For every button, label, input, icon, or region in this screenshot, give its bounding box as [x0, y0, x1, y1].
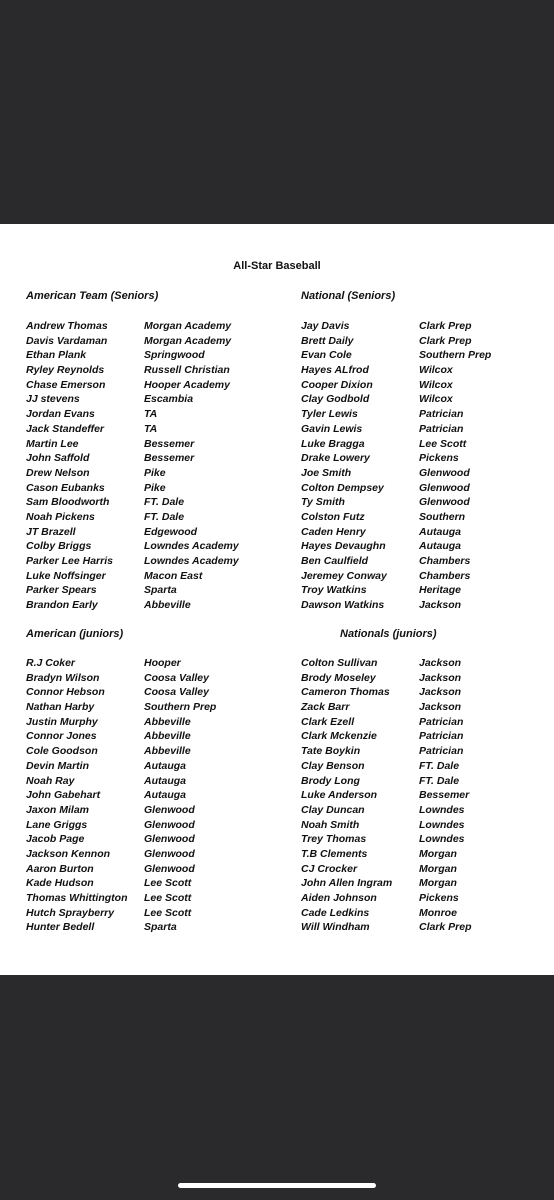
player-name: Jay Davis	[301, 320, 350, 332]
school-name: FT. Dale	[419, 759, 460, 772]
school-name: Abbeville	[144, 599, 191, 612]
player-name: Colton Dempsey	[301, 481, 384, 494]
school-name: Autauga	[144, 789, 186, 802]
school-name: Glenwood	[419, 466, 470, 479]
american-seniors-school-list	[144, 319, 239, 613]
player-name: Martin Lee	[26, 437, 79, 450]
school-name: Glenwood	[144, 862, 195, 875]
school-name: FT. Dale	[144, 510, 185, 523]
school-name: Springwood	[144, 349, 205, 362]
player-name: Jeremey Conway	[301, 569, 387, 582]
school-name: Clark Prep	[419, 320, 472, 332]
school-name: Edgewood	[144, 525, 198, 538]
player-name: John Saffold	[26, 452, 90, 465]
player-name: John Gabehart	[26, 789, 101, 802]
school-name: Heritage	[419, 584, 462, 597]
player-name: Noah Pickens	[26, 510, 95, 523]
school-name: Morgan	[419, 877, 457, 890]
player-name: Connor Jones	[26, 730, 97, 743]
school-name: Abbeville	[144, 730, 191, 743]
player-name: JT Brazell	[26, 525, 76, 538]
player-name: JJ stevens	[26, 393, 80, 406]
school-name: Coosa Valley	[144, 686, 209, 699]
school-name: Lowndes Academy	[144, 555, 239, 567]
school-name: Patrician	[419, 715, 464, 728]
player-name: Chase Emerson	[26, 378, 106, 391]
player-name: Sam Bloodworth	[26, 496, 110, 509]
player-name: Ben Caulfield	[301, 555, 369, 567]
player-name: Drew Nelson	[26, 466, 90, 479]
school-name: Autauga	[419, 540, 461, 553]
school-name: Jackson	[419, 657, 462, 669]
school-name: Wilcox	[419, 378, 453, 391]
national-seniors-school-list	[419, 319, 491, 613]
school-name: Clark Prep	[419, 921, 472, 934]
player-name: Ryley Reynolds	[26, 364, 105, 377]
school-name: Monroe	[419, 906, 457, 919]
player-name: Hayes Devaughn	[301, 540, 386, 553]
player-name: Clay Duncan	[301, 803, 365, 816]
section-heading-american-seniors: American Team (Seniors)	[26, 290, 159, 302]
school-name: Glenwood	[144, 847, 195, 860]
school-name: Southern Prep	[419, 349, 492, 362]
school-name: Clark Prep	[419, 334, 472, 347]
school-name: Abbeville	[144, 745, 191, 758]
player-name: Brody Moseley	[301, 671, 376, 684]
player-name: Brody Long	[301, 774, 360, 787]
player-name: Cade Ledkins	[301, 906, 370, 919]
school-name: Autauga	[144, 774, 186, 787]
school-name: Glenwood	[419, 496, 470, 509]
school-name: Bessemer	[419, 789, 470, 802]
school-name: Sparta	[144, 921, 177, 934]
player-name: Tyler Lewis	[301, 408, 358, 421]
school-name: Southern Prep	[144, 701, 217, 714]
player-name: Parker Spears	[26, 584, 97, 597]
school-name: Pickens	[419, 452, 459, 465]
american-juniors-school-list	[144, 656, 216, 935]
section-heading-nationals-juniors: Nationals (juniors)	[340, 628, 437, 640]
school-name: Patrician	[419, 408, 464, 421]
school-name: Glenwood	[144, 803, 195, 816]
player-name: Evan Cole	[301, 349, 352, 362]
player-name: Aaron Burton	[26, 862, 94, 875]
player-name: Noah Smith	[301, 818, 360, 831]
player-name: Cooper Dixion	[301, 378, 373, 391]
school-name: Chambers	[419, 569, 471, 582]
player-name: Zack Barr	[301, 701, 350, 714]
player-name: Connor Hebson	[26, 686, 105, 699]
school-name: Chambers	[419, 555, 471, 567]
school-name: Hooper Academy	[144, 378, 230, 391]
school-name: Morgan Academy	[144, 334, 232, 347]
nationals-juniors-player-list	[301, 656, 392, 935]
player-name: Jacob Page	[26, 833, 85, 846]
player-name: Davis Vardaman	[26, 334, 108, 347]
player-name: Parker Lee Harris	[26, 555, 113, 567]
player-name: Joe Smith	[301, 466, 352, 479]
school-name: Lee Scott	[419, 437, 467, 450]
school-name: Abbeville	[144, 715, 191, 728]
school-name: Bessemer	[144, 452, 195, 465]
player-name: Clay Godbold	[301, 393, 370, 406]
player-name: Kade Hudson	[26, 877, 94, 890]
school-name: Lowndes Academy	[144, 540, 239, 553]
page-title: All-Star Baseball	[233, 260, 321, 272]
school-name: Hooper	[144, 657, 181, 669]
player-name: Justin Murphy	[26, 715, 98, 728]
player-name: Cason Eubanks	[26, 481, 105, 494]
school-name: Morgan	[419, 847, 457, 860]
school-name: TA	[144, 422, 158, 435]
school-name: Morgan	[419, 862, 457, 875]
player-name: Dawson Watkins	[301, 599, 385, 612]
document-page	[0, 224, 554, 975]
american-juniors-player-list	[26, 656, 127, 935]
school-name: Russell Christian	[144, 364, 230, 377]
player-name: Hayes ALfrod	[301, 364, 369, 377]
player-name: Gavin Lewis	[301, 422, 363, 435]
player-name: Colby Briggs	[26, 540, 92, 553]
home-indicator[interactable]	[178, 1183, 376, 1188]
player-name: Drake Lowery	[301, 452, 370, 465]
player-name: Nathan Harby	[26, 701, 95, 714]
section-heading-american-juniors: American (juniors)	[26, 628, 124, 640]
player-name: Clark Mckenzie	[301, 730, 377, 743]
nationals-juniors-school-list	[419, 656, 472, 935]
school-name: Glenwood	[419, 481, 470, 494]
school-name: FT. Dale	[144, 496, 185, 509]
school-name: Glenwood	[144, 833, 195, 846]
school-name: Jackson	[419, 671, 462, 684]
player-name: R.J Coker	[26, 657, 76, 669]
school-name: Jackson	[419, 599, 462, 612]
player-name: Will Windham	[301, 921, 370, 934]
school-name: TA	[144, 408, 158, 421]
school-name: Patrician	[419, 745, 464, 758]
school-name: Wilcox	[419, 364, 453, 377]
player-name: John Allen Ingram	[301, 877, 393, 890]
player-name: Cole Goodson	[26, 745, 98, 758]
school-name: Jackson	[419, 686, 462, 699]
player-name: Ethan Plank	[26, 349, 87, 362]
player-name: Colston Futz	[301, 510, 365, 523]
school-name: Wilcox	[419, 393, 453, 406]
top-dark-band	[0, 0, 554, 224]
player-name: Luke Anderson	[301, 789, 378, 802]
player-name: Luke Bragga	[301, 437, 365, 450]
player-name: Brandon Early	[26, 599, 98, 612]
school-name: Southern	[419, 510, 466, 523]
player-name: T.B Clements	[301, 847, 368, 860]
american-seniors-player-list	[26, 319, 113, 613]
school-name: Coosa Valley	[144, 671, 209, 684]
school-name: Patrician	[419, 730, 464, 743]
player-name: Caden Henry	[301, 525, 366, 538]
player-name: Cameron Thomas	[301, 686, 390, 699]
player-name: Noah Ray	[26, 774, 75, 787]
player-name: Thomas Whittington	[26, 892, 128, 904]
player-name: Troy Watkins	[301, 584, 367, 597]
school-name: FT. Dale	[419, 774, 460, 787]
school-name: Escambia	[144, 393, 194, 406]
player-name: CJ Crocker	[301, 862, 358, 875]
player-name: Luke Noffsinger	[26, 569, 106, 582]
player-name: Devin Martin	[26, 759, 90, 772]
school-name: Lee Scott	[144, 877, 192, 890]
school-name: Autauga	[419, 525, 461, 538]
bottom-dark-band	[0, 975, 554, 1200]
school-name: Morgan Academy	[144, 320, 232, 332]
player-name: Clark Ezell	[301, 715, 355, 728]
school-name: Sparta	[144, 584, 177, 597]
player-name: Hunter Bedell	[26, 921, 95, 934]
school-name: Lowndes	[419, 833, 465, 846]
player-name: Lane Griggs	[26, 818, 88, 831]
section-heading-national-seniors: National (Seniors)	[301, 290, 396, 302]
player-name: Bradyn Wilson	[26, 671, 100, 684]
school-name: Lee Scott	[144, 892, 192, 904]
player-name: Brett Daily	[301, 334, 354, 347]
school-name: Lowndes	[419, 803, 465, 816]
school-name: Patrician	[419, 422, 464, 435]
school-name: Autauga	[144, 759, 186, 772]
player-name: Ty Smith	[301, 496, 345, 509]
player-name: Trey Thomas	[301, 833, 367, 846]
school-name: Lee Scott	[144, 906, 192, 919]
school-name: Macon East	[144, 569, 203, 582]
player-name: Colton Sullivan	[301, 657, 378, 669]
player-name: Clay Benson	[301, 759, 365, 772]
school-name: Jackson	[419, 701, 462, 714]
player-name: Jordan Evans	[26, 408, 95, 421]
school-name: Lowndes	[419, 818, 465, 831]
national-seniors-player-list	[301, 319, 387, 613]
player-name: Jaxon Milam	[26, 803, 90, 816]
school-name: Pike	[144, 481, 166, 494]
school-name: Bessemer	[144, 437, 195, 450]
player-name: Tate Boykin	[301, 745, 361, 758]
school-name: Glenwood	[144, 818, 195, 831]
player-name: Aiden Johnson	[301, 892, 377, 904]
school-name: Pickens	[419, 892, 459, 904]
player-name: Andrew Thomas	[26, 320, 108, 332]
player-name: Jack Standeffer	[26, 422, 105, 435]
player-name: Jackson Kennon	[26, 847, 111, 860]
school-name: Pike	[144, 466, 166, 479]
player-name: Hutch Sprayberry	[26, 906, 115, 919]
